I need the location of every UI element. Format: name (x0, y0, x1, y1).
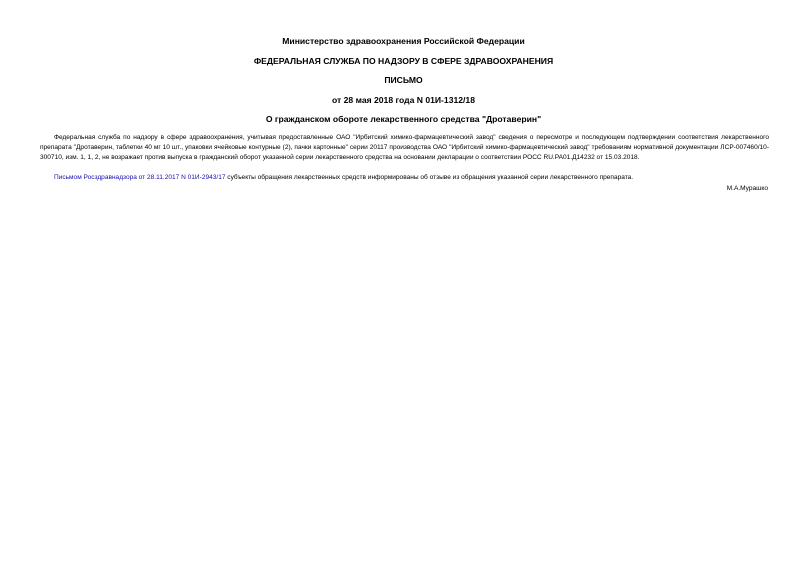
document-date-number: от 28 мая 2018 года N 01И-1312/18 (332, 95, 475, 105)
paragraph-main: Федеральная служба по надзору в сфере здравоохранения, учитывая предоставленные ОАО "Ирбитский химико-фармацевтический завод" сведения о пересмотре и последующем подтверждении соответствия лекарственного препарата "Дротаверин, таблетки 40 мг 10 шт., упаковки ячейковые контурные (2), пачки картонные" серии 20117 производства ОАО "Ирбитский химико-фармацевтический завод" требованиям нормативной документации ЛСР-007460/10-300710, изм. 1, 1, 2, не возражает против выпуска в гражданский оборот указанной серии лекарственного средства на основании декларации о соответствии РОСС RU.PA01.Д14232 от 15.03.2018. (40, 134, 769, 161)
document-type-heading: ПИСЬМО (384, 75, 423, 85)
paragraph-reference-text: субъекты обращения лекарственных средств информированы об отзыве из обращения указанной серии лекарственного препарата. (225, 174, 634, 181)
signature: М.А.Мурашко (726, 185, 768, 192)
service-heading: ФЕДЕРАЛЬНАЯ СЛУЖБА ПО НАДЗОРУ В СФЕРЕ ЗДРАВООХРАНЕНИЯ (253, 56, 554, 66)
document-subject: О гражданском обороте лекарственного средства "Дротаверин" (265, 114, 542, 124)
paragraph-reference (40, 173, 769, 183)
reference-letter-link[interactable]: Письмом Росздравнадзора от 28.11.2017 N 01И-2943/17 (54, 174, 226, 181)
ministry-heading: Министерство здравоохранения Российской Федерации (282, 36, 525, 46)
